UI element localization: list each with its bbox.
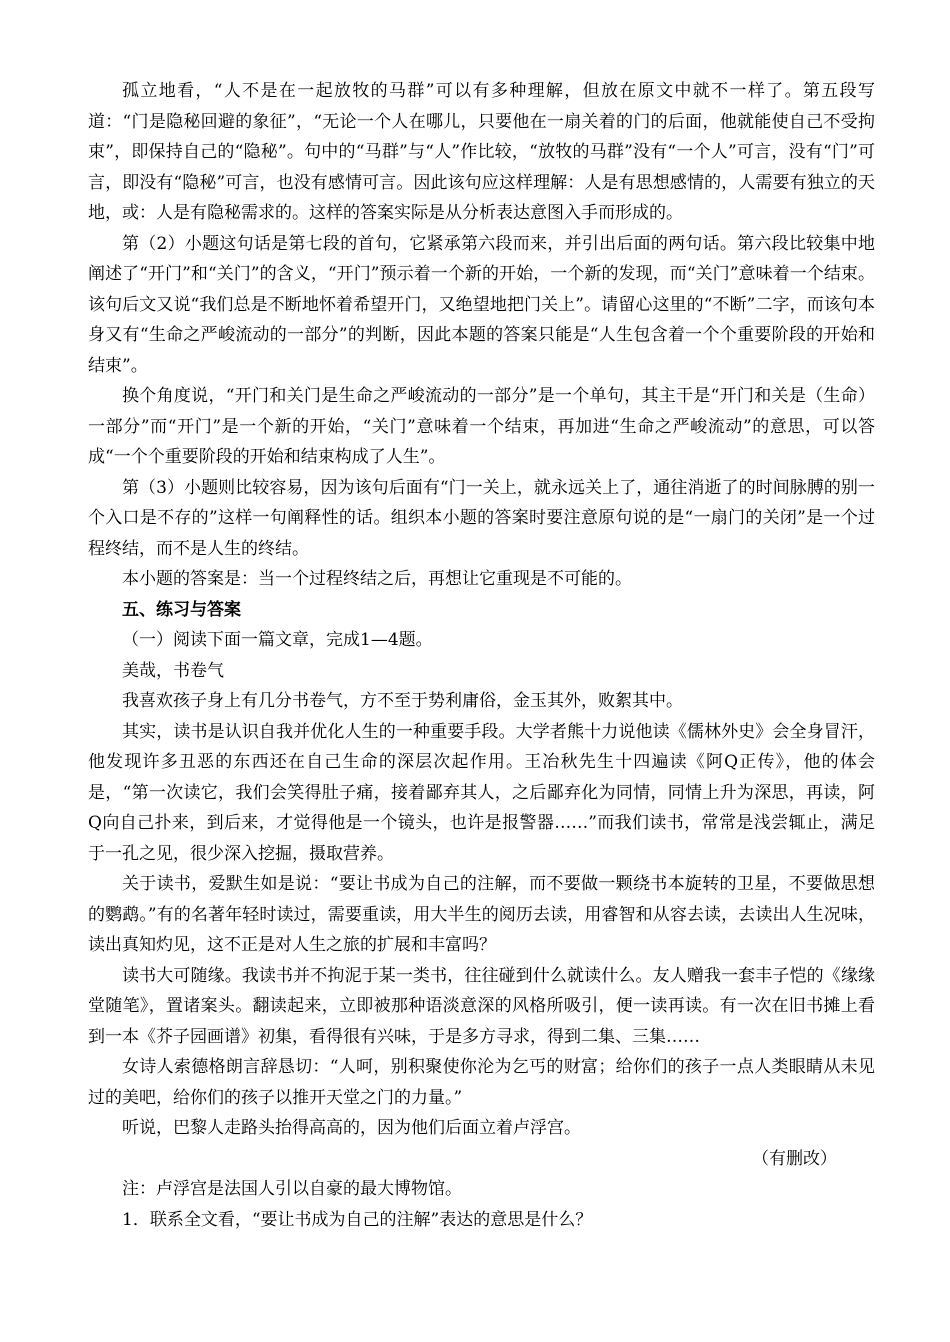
analysis-paragraph-3: 换个角度说，“开门和关门是生命之严峻流动的一部分”是一个单句，其主干是“开门和关是（生命）一部分”而“开门”是一个新的开始，“关门”意味着一个结束，再加进“生命之严峻流动”的意思，可以答成“一个个重要阶段的开始和结束构成了人生”。 — [88, 386, 875, 467]
article-paragraph-2: 其实，读书是认识自我并优化人生的一种重要手段。大学者熊十力说他读《儒林外史》会全身冒汗，他发现许多丑恶的东西还在自己生命的深层次起作用。王冶秋先生十四遍读《阿Q正传》，他的体会是，“第一次读它，我们会笑得肚子痛，接着鄙弃其人，之后鄙弃化为同情，同情上升为深思，再读，阿Q向自己扑来，到后来，才觉得他是一个镜头，也许是报警器……”而我们读书，常常是浅尝辄止，满足于一孔之见，很少深入挖掘，摄取营养。 — [88, 721, 875, 864]
source-note: （有删改） — [752, 1148, 837, 1169]
article-title: 美哉，书卷气 — [122, 660, 224, 681]
question-1: 1．联系全文看，“要让书成为自己的注解”表达的意思是什么？ — [122, 1209, 593, 1230]
analysis-paragraph-1: 孤立地看，“人不是在一起放牧的马群”可以有多种理解，但放在原文中就不一样了。第五段写道：“门是隐秘回避的象征”，“无论一个人在哪儿，只要他在一扇关着的门的后面，他就能使自己不受拘束”，即保持自己的“隐秘”。句中的“马群”与“人”作比较，“放牧的马群”没有“一个人”可言，没有“门”可言，即没有“隐秘”可言，也没有感情可言。因此该句应这样理解：人是有思想感情的，人需要有独立的天地，或：人是有隐秘需求的。这样的答案实际是从分析表达意图入手而形成的。 — [88, 81, 875, 223]
answer-paragraph: 本小题的答案是：当一个过程终结之后，再想让它重现是不可能的。 — [122, 569, 632, 589]
article-paragraph-5: 女诗人索德格朗言辞恳切：“人呵，别积聚使你沦为乞丐的财富；给你们的孩子一点人类眼睛从未见过的美吧，给你们的孩子以推开天堂之门的力量。” — [88, 1057, 875, 1108]
analysis-paragraph-4: 第（3）小题则比较容易，因为该句后面有“门一关上，就永远关上了，通往消逝了的时间脉膊的别一个入口是不存的”这样一句阐释性的话。组织本小题的答案时要注意原句说的是“一扇门的关闭”是一个过程终结，而不是人生的终结。 — [88, 477, 875, 559]
section-heading: 五、练习与答案 — [122, 599, 241, 620]
article-paragraph-4: 读书大可随缘。我读书并不拘泥于某一类书，往往碰到什么就读什么。友人赠我一套丰子恺的《缘缘堂随笔》，置诸案头。翻读起来，立即被那种语淡意深的风格所吸引，便一读再读。有一次在旧书摊上看到一本《芥子园画谱》初集，看得很有兴味，于是多方寻求，得到二集、三集…… — [88, 965, 875, 1047]
article-paragraph-1: 我喜欢孩子身上有几分书卷气，方不至于势利庸俗，金玉其外，败絮其中。 — [122, 691, 683, 711]
annotation-note: 注：卢浮宫是法国人引以自豪的最大博物馆。 — [122, 1179, 462, 1199]
document-page — [88, 76, 875, 1235]
article-paragraph-3: 关于读书，爱默生如是说：“要让书成为自己的注解，而不要做一颗绕书本旋转的卫星，不要做思想的鹦鹉。”有的名著年轻时读过，需要重读，用大半生的阅历去读，用睿智和从容去读，去读出人生况味，读出真知灼见，这不正是对人生之旅的扩展和丰富吗？ — [88, 874, 875, 955]
article-paragraph-6: 听说，巴黎人走路头抬得高高的，因为他们后面立着卢浮宫。 — [122, 1118, 581, 1138]
exercise-intro: （一）阅读下面一篇文章，完成1—4题。 — [122, 630, 433, 650]
analysis-paragraph-2: 第（2）小题这句话是第七段的首句，它紧承第六段而来，并引出后面的两句话。第六段比较集中地阐述了“开门”和“关门”的含义，“开门”预示着一个新的开始，一个新的发现，而“关门”意味着一个结束。该句后文又说“我们总是不断地怀着希望开门，又绝望地把门关上”。请留心这里的“不断”二字，而该句本身又有“生命之严峻流动的一部分”的判断，因此本题的答案只能是“人生包含着一个个重要阶段的开始和结束”。 — [88, 233, 875, 376]
